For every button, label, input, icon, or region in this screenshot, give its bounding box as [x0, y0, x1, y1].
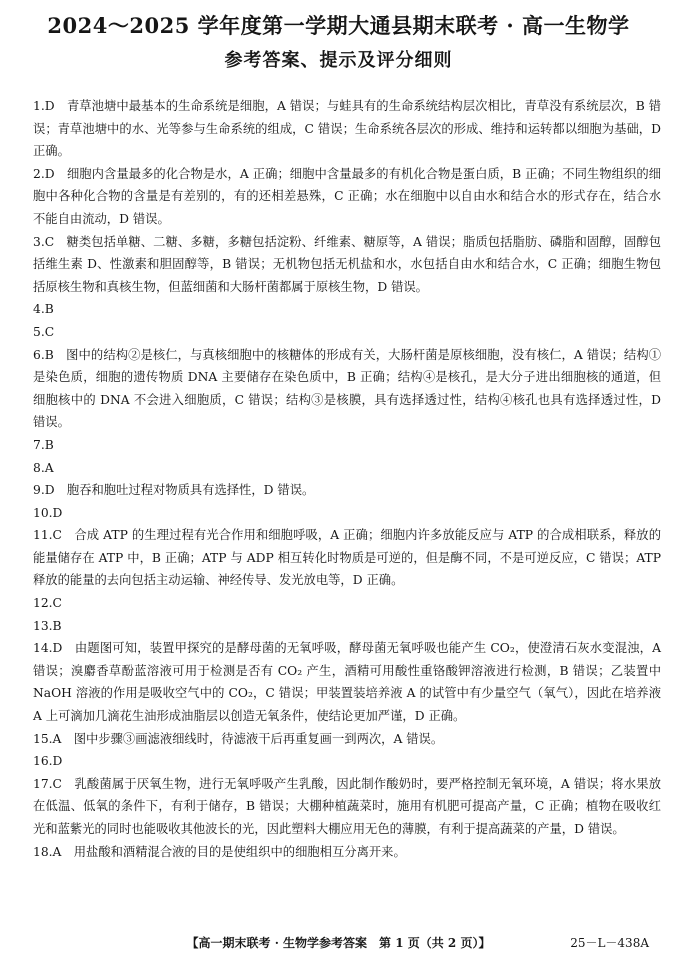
answer-explanation: 图中的结构②是核仁，与真核细胞中的核糖体的形成有关，大肠杆菌是原核细胞，没有核仁，A 错误；结构①是染色质，细胞的遗传物质 DNA 主要储存在染色质中，B 正确；结构④是核孔，是大分子进出细胞核的通道，但细胞核中的 DNA 不会进入细胞质，C 错误；结构③是核膜，具有选择透过性，结构④核孔也具有选择透过性，D 错误。: [33, 347, 661, 430]
answer-item: [33, 615, 661, 638]
answer-number: 16.D: [33, 754, 63, 769]
page-title: 2024～2025 学年度第一学期大通县期末联考 · 高一生物学: [47, 13, 630, 38]
answer-explanation: 胞吞和胞吐过程对物质具有选择性，D 错误。: [66, 483, 315, 498]
answer-explanation: 图中步骤③画滤液细线时，待滤液干后再重复画一到两次，A 错误。: [73, 731, 444, 746]
answer-number: 6.B: [33, 347, 54, 362]
footer-code: 25－L－438A: [570, 936, 649, 950]
answer-number: 17.C: [33, 776, 62, 791]
answer-number: 8.A: [33, 460, 54, 475]
answer-explanation: 糖类包括单糖、二糖、多糖，多糖包括淀粉、纤维素、糖原等，A 错误；脂质包括脂肪、磷脂和固醇，固醇包括维生素 D、性激素和胆固醇等，B 错误；无机物包括无机盐和水，水包括自由水和结合水，C 正确；细胞生物包括原核生物和真核生物，但蓝细菌和大肠杆菌都属于原核生物，D 错误。: [33, 234, 661, 294]
answer-number: 9.D: [33, 483, 55, 498]
answer-explanation: 用盐酸和酒精混合液的目的是使组织中的细胞相互分离开来。: [73, 844, 406, 859]
answer-item: [33, 298, 661, 321]
answer-item: [33, 524, 661, 592]
answer-explanation: 乳酸菌属于厌氧生物，进行无氧呼吸产生乳酸，因此制作酸奶时，要严格控制无氧环境，A 错误；将水果放在低温、低氧的条件下，有利于储存，B 错误；大棚种植蔬菜时，施用有机肥可提高产量，C 正确；植物在吸收红光和蓝紫光的同时也能吸收其他波长的光，因此塑料大棚应用无色的薄膜，有利于提高蔬菜的产量，D 错误。: [33, 776, 661, 836]
answer-number: 12.C: [33, 596, 62, 611]
answer-number: 15.A: [33, 731, 62, 746]
answer-item: [33, 434, 661, 457]
answer-number: 11.C: [33, 528, 62, 543]
page-footer: [0, 933, 677, 953]
page-subtitle: 参考答案、提示及评分细则: [224, 50, 453, 71]
answer-number: 18.A: [33, 844, 62, 859]
answer-item: [33, 728, 661, 751]
answer-item: [33, 637, 661, 727]
answer-item: [33, 479, 661, 502]
answer-number: 14.D: [33, 641, 63, 656]
answer-explanation: 由题图可知，装置甲探究的是酵母菌的无氧呼吸，酵母菌无氧呼吸也能产生 CO₂，使澄清石灰水变混浊，A 错误；溴麝香草酚蓝溶液可用于检测是否有 CO₂ 产生，酒精可用酸性重铬酸钾溶液进行检测，B 错误；乙装置中 NaOH 溶液的作用是吸收空气中的 CO₂，C 错误；甲装置装培养液 A 的试管中有少量空气（氧气），因此在培养液 A 上可滴加几滴花生油形成油脂层以创造无氧条件，使结论更加严谨，D 正确。: [33, 641, 661, 724]
answer-explanation: 青草池塘中最基本的生命系统是细胞，A 错误；与蛙具有的生命系统结构层次相比，青草没有系统层次，B 错误；青草池塘中的水、光等参与生命系统的组成，C 错误；生命系统各层次的形成、维持和运转都以细胞为基础，D 正确。: [33, 99, 661, 159]
answer-number: 13.B: [33, 618, 62, 633]
answer-number: 4.B: [33, 302, 54, 317]
answer-item: [33, 95, 661, 163]
answer-item: [33, 502, 661, 525]
answer-item: [33, 321, 661, 344]
answer-item: [33, 231, 661, 299]
answer-item: [33, 841, 661, 864]
answer-item: [33, 773, 661, 841]
answer-explanation: 细胞内含量最多的化合物是水，A 正确；细胞中含量最多的有机化合物是蛋白质，B 正确；不同生物组织的细胞中各种化合物的含量是有差别的，有的还相差悬殊，C 正确；水在细胞中以自由水和结合水的形式存在，结合水不能自由流动，D 错误。: [33, 166, 661, 226]
answer-list: [33, 95, 661, 863]
answer-number: 3.C: [33, 234, 55, 249]
answer-number: 5.C: [33, 324, 55, 339]
answer-explanation: 合成 ATP 的生理过程有光合作用和细胞呼吸，A 正确；细胞内许多放能反应与 ATP 的合成相联系，释放的能量储存在 ATP 中，B 正确；ATP 与 ADP 相互转化时物质是可逆的，但是酶不同，不是可逆反应，C 错误；ATP 释放的能量的去向包括主动运输、神经传导、发光放电等，D 正确。: [33, 528, 661, 588]
answer-number: 2.D: [33, 166, 55, 181]
answer-number: 1.D: [33, 99, 55, 113]
answer-number: 7.B: [33, 437, 54, 452]
answer-item: [33, 750, 661, 773]
answer-item: [33, 163, 661, 231]
answer-item: [33, 344, 661, 434]
answer-number: 10.D: [33, 505, 63, 520]
answer-item: [33, 457, 661, 480]
answer-item: [33, 592, 661, 615]
footer-page-info: 【高一期末联考 · 生物学参考答案 第 1 页（共 2 页）】: [186, 936, 491, 950]
